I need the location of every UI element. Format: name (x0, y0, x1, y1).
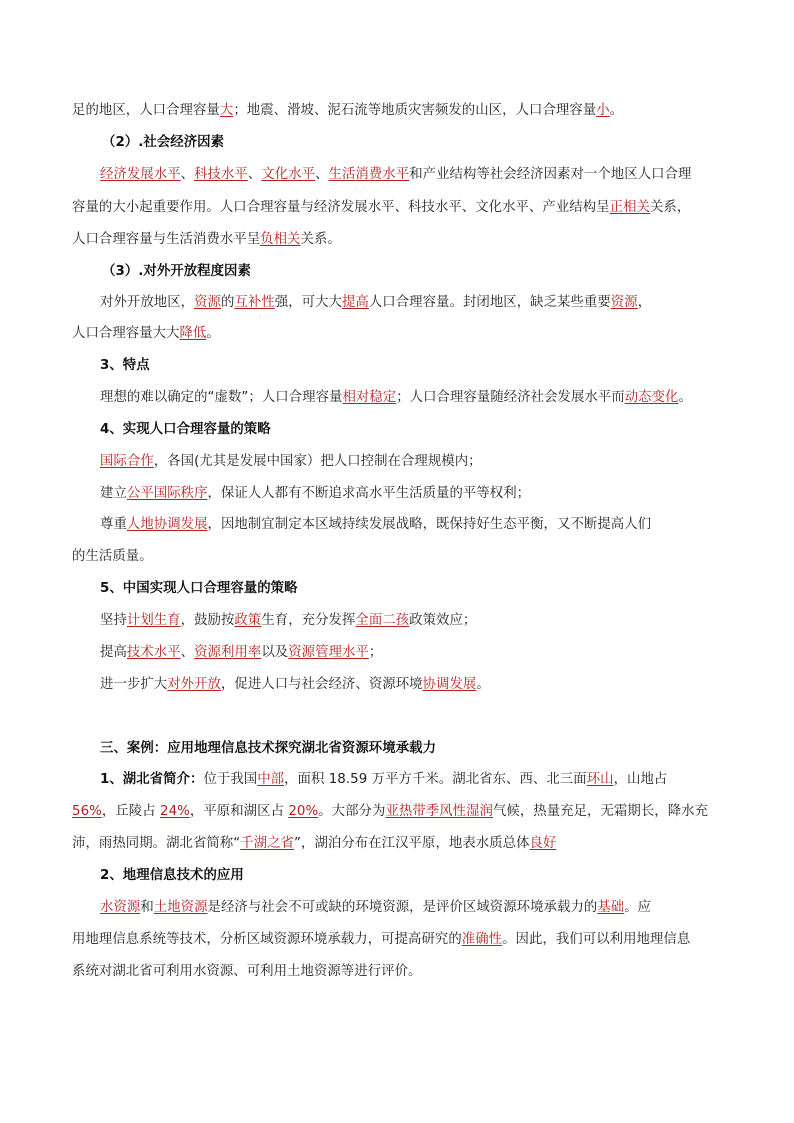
underlined-keyword: 文化水平 (261, 167, 316, 182)
text-segment: 足的地区，人口合理容量 (72, 103, 220, 118)
text-segment: 关系， (649, 200, 691, 215)
underlined-keyword: 资源利用率 (194, 645, 262, 660)
underlined-keyword: 资源管理水平 (288, 645, 369, 660)
text-segment: 和产业结构等社会经济因素对一个地区人口合理 (409, 167, 692, 182)
text-segment: 建立 (100, 486, 127, 501)
text-segment: 、 (180, 645, 195, 660)
underlined-keyword: 亚热带季风性湿润 (385, 804, 493, 819)
text-segment: ，平原和湖区占 (189, 804, 289, 819)
underlined-keyword: 对外开放 (167, 677, 221, 692)
text-segment: 提高 (100, 645, 127, 660)
underlined-keyword: 全面二孩 (355, 613, 410, 628)
text-segment: ，鼓励按 (180, 613, 235, 628)
text-segment: 人口合理容量与生活消费水平呈 (72, 232, 261, 247)
underlined-keyword: 小 (596, 103, 610, 118)
text-segment: 5、中国实现人口合理容量的策略 (100, 581, 298, 596)
underlined-keyword: 准确性 (461, 932, 503, 947)
underlined-keyword: 降低 (179, 326, 207, 341)
text-line (100, 771, 667, 789)
text-segment: 、 (315, 167, 329, 182)
underlined-keyword: 正相关 (609, 200, 650, 215)
text-segment: 4、实现人口合理容量的策略 (100, 422, 271, 437)
underlined-keyword: 资源 (194, 295, 221, 310)
text-line (72, 835, 556, 853)
text-segment: ；地震、滑坡、泥石流等地质灾害频发的山区，人口合理容量 (233, 103, 597, 118)
text-segment: 沛，雨热同期。湖北省简称“ (72, 836, 241, 851)
text-segment: 、 (180, 167, 195, 182)
text-segment: ，丘陵占 (101, 804, 160, 819)
text-segment: 对外开放地区， (100, 295, 195, 310)
text-line (100, 485, 530, 503)
underlined-keyword: 生活消费水平 (328, 167, 410, 182)
text-line (100, 899, 651, 917)
text-line (72, 102, 623, 120)
section-heading (100, 740, 436, 758)
text-segment: 。 (476, 677, 490, 692)
underlined-keyword: 大 (219, 103, 234, 118)
text-line (72, 931, 690, 949)
underlined-keyword: 资源 (610, 295, 638, 310)
underlined-keyword: 人地协调发展 (126, 517, 208, 532)
underlined-keyword: 科技水平 (194, 167, 248, 182)
underlined-keyword: 基础 (597, 900, 625, 915)
underlined-keyword: 公平国际秩序 (126, 486, 208, 501)
text-segment: ，促进人口与社会经济、资源环境 (220, 677, 423, 692)
text-segment: 三、案例：应用地理信息技术探究湖北省资源环境承载力 (100, 741, 437, 756)
text-segment: 生育，充分发挥 (261, 613, 356, 628)
text-segment: ，因地制宜制定本区域持续发展战略，既保持好生态平衡，又不断提高人们 (207, 517, 652, 532)
text-segment: 3、特点 (100, 358, 150, 373)
text-segment: 。因此，我们可以利用地理信息 (502, 932, 691, 947)
text-segment: 。 (206, 326, 220, 341)
underlined-keyword: 24% (160, 804, 190, 819)
underlined-keyword: 20% (288, 804, 319, 819)
text-segment: 以及 (261, 645, 289, 660)
text-line (100, 612, 476, 630)
text-segment: 位于我国 (203, 772, 258, 787)
underlined-keyword: 协调发展 (422, 677, 477, 692)
text-line (72, 325, 220, 343)
text-segment: 的生活质量。 (72, 549, 153, 564)
text-segment: 强，可大大 (274, 295, 342, 310)
underlined-keyword: 动态变化 (624, 390, 679, 405)
text-line (100, 644, 382, 662)
text-line (72, 548, 153, 566)
text-line (100, 166, 691, 184)
text-segment: 人口合理容量大大 (72, 326, 180, 341)
text-segment: 坚持 (100, 613, 127, 628)
text-line (72, 231, 341, 249)
underlined-keyword: 经济发展水平 (100, 167, 181, 182)
text-line (100, 294, 651, 312)
inline-bold-label: 1、湖北省简介： (100, 772, 204, 787)
text-line (72, 199, 690, 217)
text-segment: 政策效应； (409, 613, 477, 628)
underlined-keyword: 技术水平 (126, 645, 181, 660)
text-segment: ， (637, 295, 652, 310)
text-segment: ； (368, 645, 383, 660)
text-segment: 关系。 (300, 232, 341, 247)
underlined-keyword: 政策 (234, 613, 262, 628)
text-segment: （2）.社会经济因素 (102, 135, 225, 150)
text-segment: 。 (609, 103, 624, 118)
underlined-keyword: 土地资源 (153, 900, 208, 915)
text-line (100, 676, 490, 694)
underlined-keyword: 千湖之省 (240, 836, 295, 851)
text-segment: ，保证人人都有不断追求高水平生活质量的平等权利； (207, 486, 531, 501)
underlined-keyword: 56% (72, 804, 102, 819)
text-segment: 用地理信息系统等技术，分析区域资源环境承载力，可提高研究的 (72, 932, 462, 947)
underlined-keyword: 负相关 (260, 232, 301, 247)
text-segment: 理想的难以确定的“虚数”；人口合理容量 (100, 390, 343, 405)
text-segment: 是经济与社会不可或缺的环境资源，是评价区域资源环境承载力的 (207, 900, 598, 915)
section-heading (102, 134, 224, 152)
text-line (100, 453, 482, 471)
text-segment: 。应 (624, 900, 652, 915)
text-segment: 人口合理容量。封闭地区，缺乏某些重要 (368, 295, 611, 310)
text-segment: （3）.对外开放程度因素 (102, 264, 251, 279)
text-line (100, 389, 692, 407)
section-heading (100, 580, 298, 598)
section-heading (100, 867, 244, 885)
text-segment: 、 (247, 167, 262, 182)
text-line (72, 963, 421, 981)
underlined-keyword: 互补性 (234, 295, 275, 310)
text-segment: 容量的大小起重要作用。人口合理容量与经济发展水平、科技水平、文化水平、产业结构呈 (72, 200, 610, 215)
underlined-keyword: 提高 (341, 295, 369, 310)
text-segment: 进一步扩大 (100, 677, 168, 692)
text-segment: ，山地占 (613, 772, 668, 787)
text-segment: 。 (678, 390, 692, 405)
text-segment: 2、地理信息技术的应用 (100, 868, 244, 883)
text-segment: ，面积 18.59 万平方千米。湖北省东、西、北三面 (284, 772, 587, 787)
text-segment: ”，湖泊分布在江汉平原，地表水质总体 (294, 836, 530, 851)
text-segment: 尊重 (100, 517, 127, 532)
text-segment: 的 (220, 295, 235, 310)
underlined-keyword: 水资源 (100, 900, 141, 915)
underlined-keyword: 良好 (529, 836, 557, 851)
underlined-keyword: 中部 (257, 772, 285, 787)
text-line (72, 803, 708, 821)
text-segment: ；人口合理容量随经济社会发展水平而 (396, 390, 625, 405)
text-segment: ，各国(尤其是发展中国家）把人口控制在合理规模内； (153, 454, 482, 469)
underlined-keyword: 计划生育 (126, 613, 181, 628)
section-heading (100, 357, 150, 375)
text-segment: 。大部分为 (318, 804, 386, 819)
underlined-keyword: 国际合作 (100, 454, 154, 469)
underlined-keyword: 相对稳定 (342, 390, 397, 405)
text-segment: 和 (140, 900, 154, 915)
section-heading (102, 263, 251, 281)
text-line (100, 516, 651, 534)
text-segment: 气候，热量充足，无霜期长，降水充 (492, 804, 709, 819)
text-segment: 系统对湖北省可利用水资源、可利用土地资源等进行评价。 (72, 964, 422, 979)
section-heading (100, 421, 271, 439)
underlined-keyword: 环山 (586, 772, 614, 787)
